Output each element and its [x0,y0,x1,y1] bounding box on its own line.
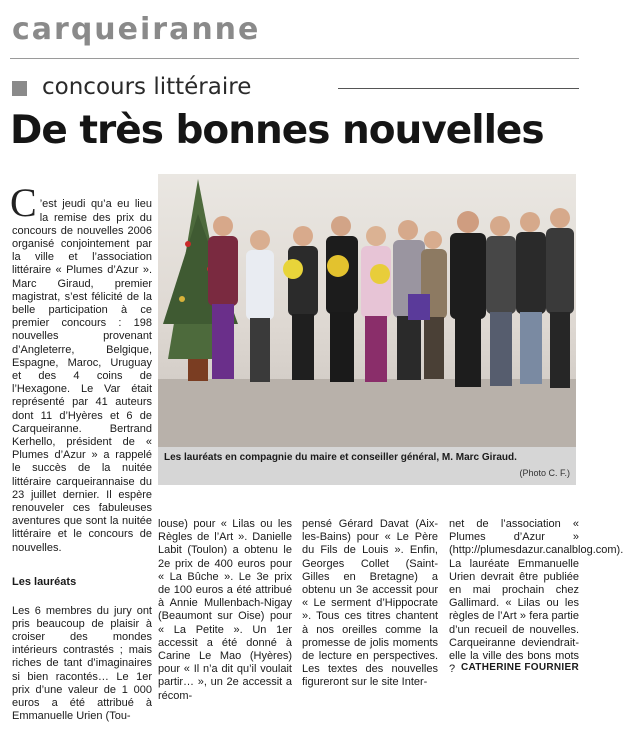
article-column-1 [12,172,152,737]
article-column-1-body: Les 6 membres du jury ont pris beaucoup de plaisir à croiser des mondes intérieurs contrastés ; mais riches de tant d’imaginaires si bien racontés… Le 1er prix d’une valeur de 1 000 euros a été attribué à Emmanuelle Urien (Tou- [12,604,152,723]
kicker: concours littéraire [42,74,252,100]
group-photo-illustration [158,174,576,447]
headline: De très bonnes nouvelles [10,108,544,153]
subhead-laureats: Les lauréats [12,576,77,589]
group-photo [158,174,576,447]
article-column-2: louse) pour « Lilas ou les Règles de l’Art ». Danielle Labit (Toulon) a obtenu le 2e prix de 400 euros pour « La Bûche ». Le 3e prix de 100 euros a été attribué à Annie Mullenbach-Nigay (Beaumont sur Oise) pour « La Petite ». Un 1er accessit a été donné à Carine Le Mao (Hyères) pour « Il n’a dit qu’il voulait partir… », un 2e accessit a récom- [158,518,292,702]
byline: CATHERINE FOURNIER [461,662,579,673]
article-intro: ’est jeudi qu’a eu lieu la remise des prix du concours de nouvelles 2006 organisé conjointement par la ville et l’association littéraire « Plumes d’Azur ». Marc Giraud, premier magistrat, s’est félicité de la belle participation à ce premier concours : 198 nouvelles provenant d’Angleterre, Belgique, Espagne, Maroc, Uruguay et des 4 coins de l’Hexagone. Le Var était représenté par 41 auteurs dont 11 d’Hyères et 6 de Carqueiranne. Bertrand Kerhello, président de « Plumes d’Azur » a rappelé le succès de la nuitée littéraire carqueirannaise du 23 juillet dernier. Il espère renouveler ces fabuleuses aventures que sont la nuitée littéraire et le concours de nouvelles. [12,198,152,554]
top-rule [10,58,579,59]
dropcap: C [10,180,37,226]
kicker-square-icon [12,81,27,96]
article-column-3: pensé Gérard Davat (Aix-les-Bains) pour « Le Père du Fils de Louis ». Enfin, Georges Collet (Saint-Gilles en Bretagne) a obtenu un 3e accessit pour « Le serment d’Hippocrate ». Tous ces titres chantent à nos oreilles comme la promesse de jolis moments de lecture en perspectives. Les textes des nouvelles figureront sur le site Inter- [302,518,438,689]
photo-credit: (Photo C. F.) [519,468,570,478]
photo-caption: Les lauréats en compagnie du maire et conseiller général, M. Marc Giraud. [164,452,517,463]
kicker-rule [338,88,579,89]
article-column-4: net de l’association « Plumes d’Azur » (http://plumesdazur.canalblog.com). La lauréate Emmanuelle Urien devrait être publiée en mai prochain chez Gallimard. « Lilas ou les règles de l’Art » fera partie d’un recueil de nouvelles. Carqueiranne deviendrait-elle la ville des bons mots ? [449,518,623,676]
section-town: carqueiranne [12,12,261,47]
